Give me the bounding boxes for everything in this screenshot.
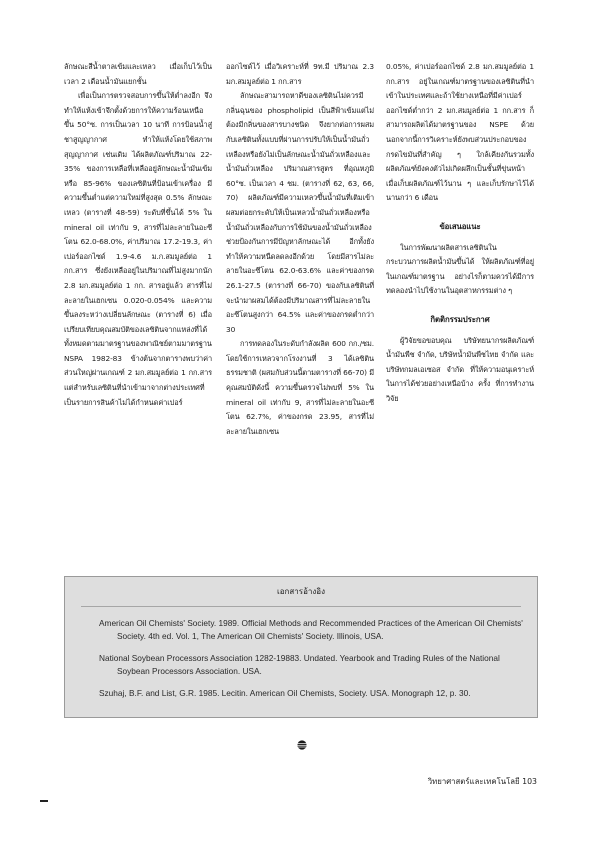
reference-item: National Soybean Processors Association 1282-19883. Undated. Yearbook and Trading Rules of the National Soybean Processors Association. USA. (99, 653, 500, 676)
paragraph: ลักษณะสามารถหาดีของเลซิตินไม่ควรมีกลิ่นฉุนของ phospholipid เป็นสีฟ้าเข้มแต่ไม่ต้องมีกลิ่นของสารบางชนิด จึงยากต่อการผสมกับเลซิตินทั้งแบบที่ผ่านการปรับให้เป็นน้ำมันถั่วเหลืองหรือยังไม่เป็นลักษณะน้ำมันถั่วเหลืองและน้ำมันถั่วเหลือง ปริมาณสารสูตร ที่อุณหภูมิ 60°ซ. เป็นเวลา 4 ชม. (ตารางที่ 62, 63, 66, 70) ผลิตภัณฑ์มีความเหลวขึ้นน้ำมันที่เติมเข้าผสมต่อยกระดับให้เป็นเหลวน้ำมันถั่วเหลืองหรือน้ำมันถั่วเหลืองกับการใช้มันของน้ำมันถั่วเหลืองช่วยป้องกันการมีปัญหาลักษณะได้ อีกทั้งยังทำให้ความหนืดลดลงอีกด้วย โดยมีสารไม่ละลายในอะซีโตน 62.0-63.6% และค่าของกรด 26.1-27.5 (ตารางที่ 66-70) ของกับเลซิตินที่จะนำมาผสมได้ต้องมีปริมาณสารที่ไม่ละลายในอะซีโตนสูงกว่า 64.5% และค่าของกรดต่ำกว่า 30 (226, 91, 374, 334)
paragraph: ลักษณะสีน้ำตาลเข้มและเหลว เมื่อเก็บไว้เป็นเวลา 2 เดือนน้ำมันแยกชั้น (64, 62, 212, 86)
section-heading-recommendations: ข้อเสนอแนะ (439, 221, 481, 231)
paragraph: เพื่อเป็นการตรวจสอบการขึ้นให้ต่ำลงอีก จึงทำให้แห้งเข้าจึกตั้งด้วยการให้ความร้อนเหนือขึ้น 50°ซ. การเป็นเวลา 10 นาที การป้อนน้ำสู่ชาสูญญากาศ ทำให้แห้งโดยใช้สภาพสุญญากาศ เช่นเดิม ได้ผลิตภัณฑ์ปริมาณ 22-35% ของการเหลือที่เหลืออยู่ลักษณะน้ำมันเข้มหรือ 85-96% ของเลซิตินที่ป้อนเข้าเครื่อง มีความขึ้นต่ำแต่ความใหม่ที่สูงสุด 0.5% ลักษณะเหลว (ตารางที่ 48-59) ระดับที่ขึ้นได้ 5% ใน mineral oil เท่ากับ 9, สารที่ไม่ละลายในอะซีโตน 62.0-68.0%, ค่าปริมาณ 17.2-19.3, ค่าเปอร์ออกไซด์ 1.9-4.6 ม.ก.สมมูลย์ต่อ 1 กก.สาร ซึ่งยังเหลืออยู่ในปริมาณที่ไม่สูงมากนัก 2.8 มก.สมมูลย์ต่อ 1 กก. สารอยู่แล้ว สารที่ไม่ละลายในเฮกเซน 0.020-0.054% และความขึ้นลงระหว่างเปลี่ยนลักษณะ (ตารางที่ 6) เมื่อเปรียบเทียบคุณสมบัติของเลซิตินจากแหล่งที่ได้ทั้งหมดตามมาตรฐานของพาณิชย์ตามมาตรฐาน NSPA 1982-83 ข้างต้นจากตารางพบว่าค่าส่วนใหญ่ผ่านเกณฑ์ 2 มก.สมมูลย์ต่อ 1 กก.สาร แต่สำหรับเลซิตินที่นำเข้ามาจากต่างประเทศที่เป็นรายการสินค้าไม่ได้กำหนดค่าเปอร์ (64, 91, 212, 407)
section-heading-acknowledgement: กิตติกรรมประกาศ (430, 314, 490, 324)
column-left (64, 60, 212, 410)
paragraph: การทดลองในระดับกำลังผลิต 600 กก./ชม. โดยใช้การเหลวจากโรงงานที่ 3 ได้เลซิตินธรรมชาติ (ผสมกับส่วนนี้ตามตารางที่ 66-70) มีคุณสมบัติดังนี้ ความขึ้นตรวจไม่พบที่ 5% ใน mineral oil เท่ากับ 9, สารที่ไม่ละลายในอะซีโตน 62.7%, ค่าของกรด 23.95, สารที่ไม่ละลายในเฮกเซน (226, 339, 374, 436)
paragraph: ผู้วิจัยขอขอบคุณ บริษัทยนากรผลิตภัณฑ์น้ำมันพืช จำกัด, บริษัทน้ำมันพืชไทย จำกัด และ บริษัทกมลเอเซอส จำกัด ที่ให้ความอนุเคราะห์ในการได้ช่วยอย่างเหนือบ้าง ครั้ง ที่การทำงานวิจัย (386, 335, 534, 403)
reference-item: Szuhaj, B.F. and List, G.R. 1985. Lecitin. American Oil Chemists, Society. USA. Monograph 12, p. 30. (99, 688, 471, 698)
divider (81, 606, 521, 607)
reference-item: American Oil Chemists' Society. 1989. Official Methods and Recommended Practices of the American Oil Chemists' Society. 4th ed. Vol. 1, The American Oil Chemists' Society. Illinois, USA. (99, 618, 523, 641)
page-number: 103 (522, 777, 537, 786)
column-middle (226, 60, 374, 439)
page-footer (428, 776, 537, 788)
paragraph: 0.05%, ค่าเปอร์ออกไซด์ 2.8 มก.สมมูลย์ต่อ 1 กก.สาร อยู่ในเกณฑ์มาตรฐานของเลซิตินที่นำเข้าในประเทศและถ้าใช้ยางเหนือที่มีค่าเปอร์ออกไซด์ต่ำกว่า 2 มก.สมมูลย์ต่อ 1 กก.สาร ก็สามารถผลิตได้มาตรฐานของ NSPE ด้วย นอกจากนี้การวิเคราะห์ยังพบส่วนประกอบของกรดไขมันที่สำคัญ ๆ ใกล้เคียงกันรวมทั้งผลิตภัณฑ์ยังคงตัวไม่เกิดผลึกเป็นชั้นที่ขุ่นหน้าเมื่อเก็บผลิตภัณฑ์ไว้นาน ๆ และเก็บรักษาไว้ได้นานกว่า 6 เดือน (386, 62, 534, 203)
paragraph: ในการพัฒนาผลิตสารเลซิตินในกระบวนการผลิตน้ำมันขึ้นได้ ให้ผลิตภัณฑ์ที่อยู่ในเกณฑ์มาตรฐาน อย่างไรก็ตามควรได้มีการทดลองนำไปใช้งานในอุตสาหกรรมต่าง ๆ (386, 242, 534, 296)
references-box (64, 576, 538, 718)
journal-name: วิทยาศาสตร์และเทคโนโลยี (427, 777, 520, 786)
margin-mark (40, 800, 48, 802)
paragraph: ออกไซด์ไว้ เมื่อวิเคราะห์ที่ 9ท.มี ปริมาณ 2.3 มก.สมมูลย์ต่อ 1 กก.สาร (226, 62, 374, 86)
column-right (386, 60, 534, 406)
ornament-icon (297, 740, 307, 750)
references-title: เอกสารอ้างอิง (277, 587, 325, 596)
